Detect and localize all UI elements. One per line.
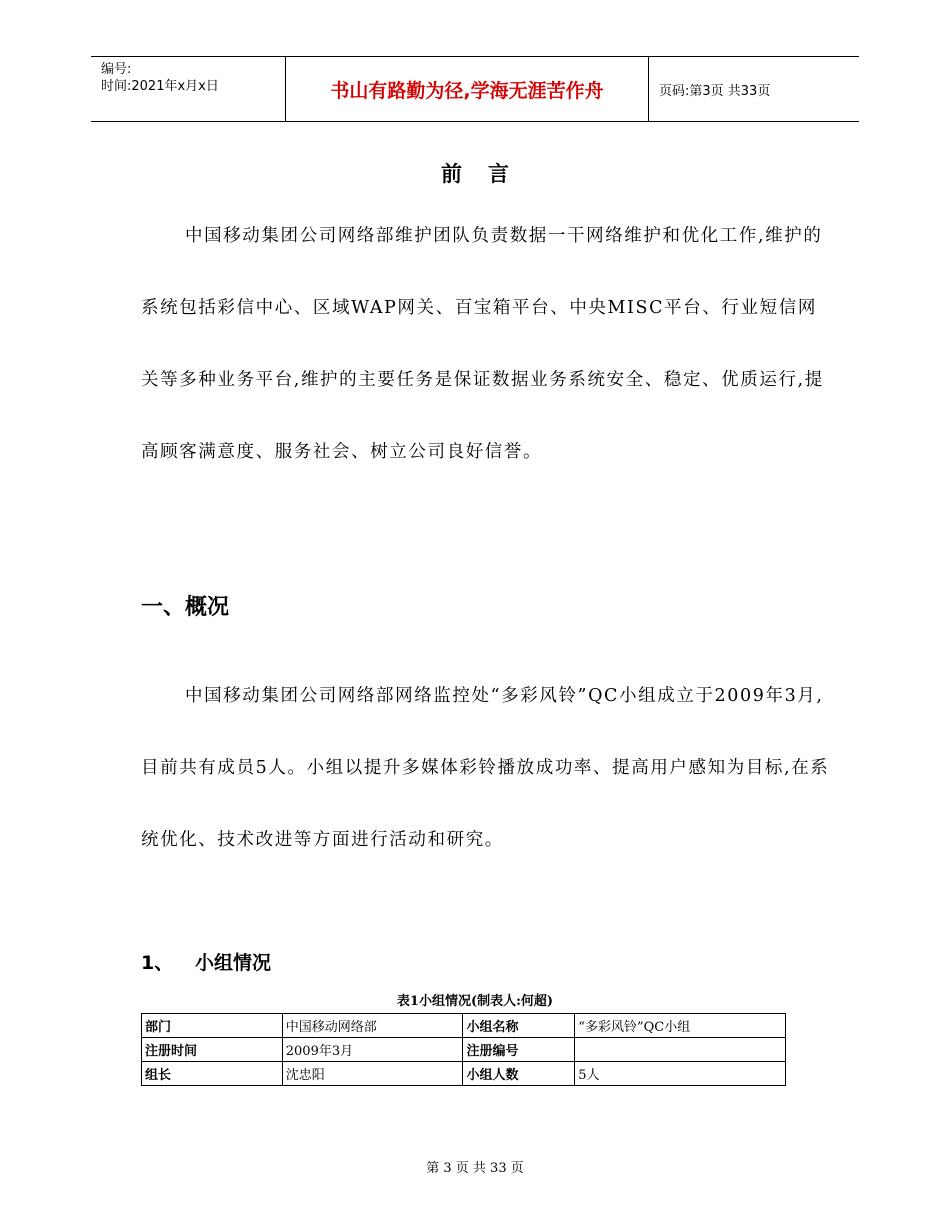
- preface-text: 中国移动集团公司网络部维护团队负责数据一干网络维护和优化工作,维护的系统包括彩信中心、区域WAP网关、百宝箱平台、中央MISC平台、行业短信网关等多种业务平台,维护的主要任务是保证数据业务系统安全、稳定、优质运行,提高顾客满意度、服务社会、树立公司良好信誉。: [141, 226, 824, 462]
- table-key: 注册编号: [463, 1038, 575, 1062]
- table-value: 5人: [575, 1062, 786, 1086]
- subsection-heading: [141, 948, 271, 975]
- group-info-table: [141, 1013, 786, 1086]
- table-value: 2009年3月: [282, 1038, 463, 1062]
- subsection-title: 小组情况: [195, 952, 272, 974]
- table-caption: 表1小组情况(制表人:何超): [396, 994, 554, 1009]
- table-value: “多彩风铃”QC小组: [575, 1014, 786, 1038]
- document-number-label: 编号:: [101, 62, 132, 77]
- table-key: 组长: [142, 1062, 283, 1086]
- overview-paragraph: [141, 660, 831, 876]
- header-motto: 书山有路勤为径,学海无涯苦作舟: [286, 57, 649, 121]
- header-page-info: 页码:第3页 共33页: [659, 83, 771, 99]
- table-value: [575, 1038, 786, 1062]
- table-row: [142, 1038, 786, 1062]
- overview-text: 中国移动集团公司网络部网络监控处“多彩风铃”QC小组成立于2009年3月,目前共有成员5人。小组以提升多媒体彩铃播放成功率、提高用户感知为目标,在系统优化、技术改进等方面进行活动和研究。: [141, 686, 830, 850]
- subsection-number: 1、: [141, 952, 174, 974]
- section-heading: 一、概况: [141, 595, 230, 620]
- table-value: 沈忠阳: [282, 1062, 463, 1086]
- table-row: [142, 1062, 786, 1086]
- page-title: 前言: [441, 161, 535, 186]
- page-header: [91, 56, 859, 122]
- document-time: 时间:2021年x月x日: [101, 79, 219, 94]
- table-key: 小组人数: [463, 1062, 575, 1086]
- page-footer: 第 3 页 共 33 页: [426, 1161, 524, 1176]
- table-key: 部门: [142, 1014, 283, 1038]
- table-row: [142, 1014, 786, 1038]
- table-key: 注册时间: [142, 1038, 283, 1062]
- table-key: 小组名称: [463, 1014, 575, 1038]
- table-value: 中国移动网络部: [282, 1014, 463, 1038]
- preface-paragraph: [141, 200, 831, 488]
- header-meta: [91, 57, 286, 121]
